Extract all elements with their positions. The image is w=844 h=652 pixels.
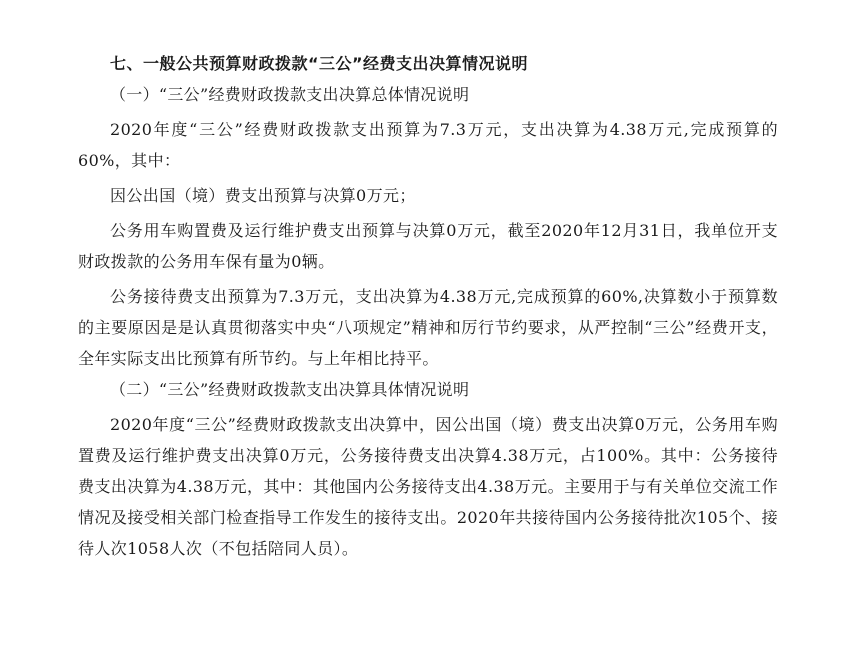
paragraph-vehicle-costs: 公务用车购置费及运行维护费支出预算与决算0万元，截至2020年12月31日，我单位开支财政拨款的公务用车保有量为0辆。 (78, 221, 778, 271)
paragraph-overseas-travel: 因公出国（境）费支出预算与决算0万元； (110, 186, 416, 205)
section-title: 七、一般公共预算财政拨款“三公”经费支出决算情况说明 (110, 54, 529, 73)
subsection-title-overall: （一）“三公”经费财政拨款支出决算总体情况说明 (110, 85, 470, 104)
paragraph-reception-costs: 公务接待费支出预算为7.3万元，支出决算为4.38万元,完成预算的60%,决算数小于预算数的主要原因是是认真贯彻落实中央“八项规定”精神和厉行节约要求，从严控制“三公”经费开支，全年实际支出比预算有所节约。与上年相比持平。 (78, 287, 778, 368)
document-page (78, 52, 778, 568)
paragraph-budget-summary: 2020年度“三公”经费财政拨款支出预算为7.3万元，支出决算为4.38万元,完成预算的60%，其中： (78, 120, 778, 170)
paragraph-detail: 2020年度“三公”经费财政拨款支出决算中，因公出国（境）费支出决算0万元，公务用车购置费及运行维护费支出决算0万元，公务接待费支出决算4.38万元，占100%。其中：公务接待费支出决算为4.38万元，其中：其他国内公务接待支出4.38万元。主要用于与有关单位交流工作情况及接受相关部门检查指导工作发生的接待支出。2020年共接待国内公务接待批次105个、接待人次1058人次（不包括陪同人员）。 (78, 415, 778, 558)
subsection-title-detail: （二）“三公”经费财政拨款支出决算具体情况说明 (110, 380, 470, 399)
